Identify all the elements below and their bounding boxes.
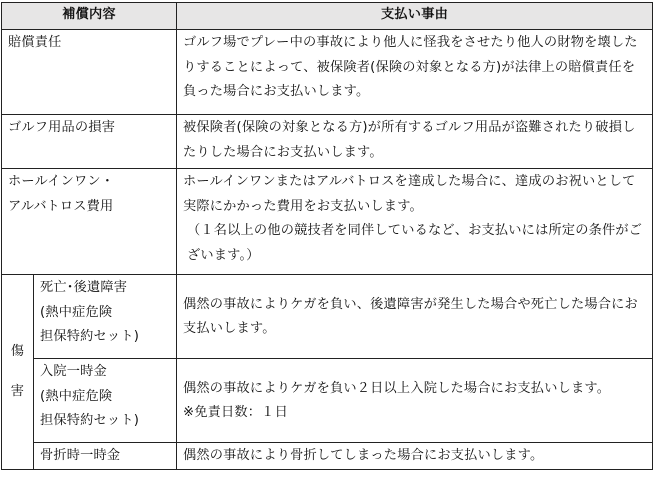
- coverage-item-line: 担保特約セット): [40, 413, 140, 428]
- coverage-reason: ゴルフ場でプレー中の事故により他人に怪我をさせたり他人の財物を壊したりすることによって、被保険者(保険の対象となる方)が法律上の賠償責任を負った場合にお支払いします。: [177, 30, 653, 115]
- coverage-item: 賠償責任: [2, 30, 177, 115]
- table-row: [2, 30, 653, 115]
- coverage-table: [1, 2, 653, 470]
- coverage-item-line: 担保特約セット): [40, 329, 140, 344]
- coverage-item: 骨折時一時金: [34, 443, 177, 470]
- injury-category: [2, 275, 34, 470]
- coverage-reason: [177, 359, 653, 443]
- coverage-item: [34, 275, 177, 359]
- coverage-reason-note: （１名以上の他の競技者を同伴しているなど、お支払いには所定の条件がございます。）: [187, 223, 643, 263]
- coverage-item-line: 死亡･後遺障害: [40, 280, 128, 295]
- table-row: [2, 275, 653, 359]
- injury-category-char: 害: [10, 383, 25, 399]
- table-row: [2, 169, 653, 275]
- coverage-item-line: 入院一時金: [40, 364, 107, 379]
- header-coverage: 補償内容: [2, 3, 177, 30]
- table-row: [2, 359, 653, 443]
- coverage-item: ゴルフ用品の損害: [2, 115, 177, 169]
- header-row: [2, 3, 653, 30]
- coverage-item: [2, 169, 177, 275]
- table-row: [2, 443, 653, 470]
- coverage-reason: 被保険者(保険の対象となる方)が所有するゴルフ用品が盗難されたり破損したりした場合にお支払いします。: [177, 115, 653, 169]
- coverage-reason: 偶然の事故により骨折してしまった場合にお支払いします。: [177, 443, 653, 470]
- coverage-item-line: アルバトロス費用: [8, 198, 114, 214]
- coverage-reason: [177, 169, 653, 275]
- coverage-reason-text: 偶然の事故によりケガを負い２日以上入院した場合にお支払いします。: [183, 380, 611, 396]
- header-payment-reason: 支払い事由: [177, 3, 653, 30]
- coverage-item-line: ホールインワン・: [8, 174, 115, 189]
- coverage-item-line: (熱中症危険: [40, 388, 113, 404]
- coverage-reason-text: ホールインワンまたはアルバトロスを達成した場合に、達成のお祝いとして実際にかかった費用をお支払いします。: [183, 174, 636, 214]
- coverage-item-line: (熱中症危険: [40, 304, 113, 320]
- table-row: [2, 115, 653, 169]
- injury-category-char: 傷: [10, 343, 25, 359]
- coverage-item: [34, 359, 177, 443]
- coverage-reason: 偶然の事故によりケガを負い、後遺障害が発生した場合や死亡した場合にお支払いします。: [177, 275, 653, 359]
- coverage-reason-note: ※免責日数：１日: [183, 405, 288, 420]
